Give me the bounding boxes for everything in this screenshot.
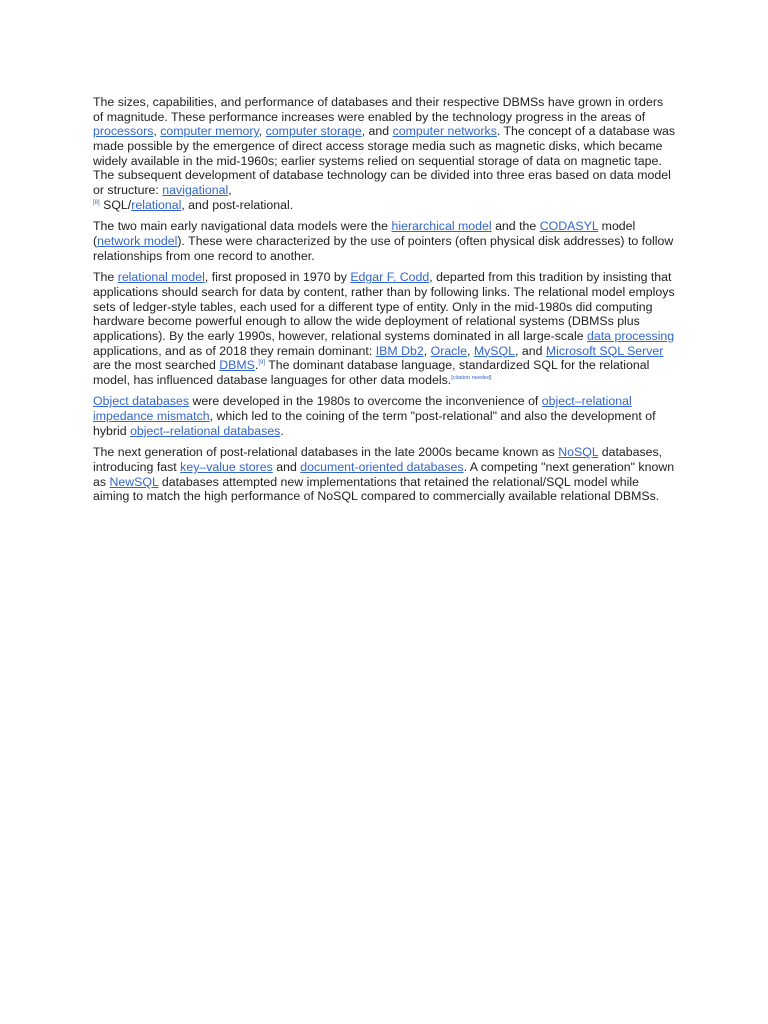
link-dbms[interactable]: DBMS — [219, 358, 255, 373]
text: and — [272, 460, 301, 475]
link-document-oriented-databases[interactable]: document-oriented databases — [300, 460, 464, 475]
text: . A competing "next generation" known as — [93, 460, 675, 489]
text: were developed in the 1980s to overcome the inconvenience of — [189, 394, 542, 409]
link-ibm-db2[interactable]: IBM Db2 — [375, 343, 424, 358]
text: The sizes, capabilities, and performance of databases and their respective DBMSs have grown in orders of magnitude. These performance increases were enabled by the technology progress in the areas of — [93, 95, 664, 124]
paragraph-navigational-models — [93, 219, 676, 263]
text: , departed from this tradition by insisting that applications should search for data by content, rather than by following links. The relational model employs sets of ledger-style tables, each used for a different type of entity. Only in the mid-1980s did computing hardware become powerful enough to allow the wide deployment of relational systems (DBMSs plus applications). By the early 1990s, however, relational systems dominated in all large-scale — [93, 270, 675, 343]
text: . — [280, 423, 284, 438]
paragraph-object-databases — [93, 394, 676, 438]
link-mysql[interactable]: MySQL — [473, 343, 515, 358]
text: applications, and as of 2018 they remain dominant: — [93, 343, 376, 358]
text: . — [254, 358, 259, 373]
text: databases attempted new implementations that retained the relational/SQL model while aiming to match the high performance of NoSQL compared to commercially available relational DBMSs. — [93, 474, 660, 504]
link-computer-memory[interactable]: computer memory — [160, 124, 259, 139]
paragraph-relational-model — [93, 270, 676, 387]
article-body — [93, 95, 676, 511]
paragraph-nosql-newsql — [93, 445, 676, 504]
text: The dominant database language, standardized SQL for the relational model, has influenced database languages for other data models. — [93, 358, 650, 387]
text: , — [153, 124, 161, 139]
link-codasyl[interactable]: CODASYL — [539, 219, 599, 234]
link-processors[interactable]: processors — [93, 124, 154, 139]
link-data-processing[interactable]: data processing — [587, 328, 675, 343]
text: and the — [491, 219, 540, 234]
text: The next generation of post-relational databases in the late 2000s became known as — [93, 445, 559, 460]
link-computer-storage[interactable]: computer storage — [265, 124, 362, 139]
text: , which led to the coining of the term "post-relational" and also the development of hybrid — [93, 409, 656, 438]
link-nosql[interactable]: NoSQL — [558, 445, 599, 460]
text: , — [228, 182, 232, 197]
link-navigational[interactable]: navigational — [162, 182, 229, 197]
text: databases, introducing fast — [93, 445, 663, 475]
link-hierarchical-model[interactable]: hierarchical model — [391, 219, 492, 234]
link-impedance-mismatch[interactable]: object–relational impedance mismatch — [93, 394, 632, 424]
text: , — [258, 124, 266, 139]
reference-link-8[interactable]: [8] — [93, 199, 100, 206]
reference-link-9[interactable]: [9] — [258, 360, 266, 367]
text: . The concept of a database was made possible by the emergence of direct access storage media such as magnetic disks, which became widely available in the mid-1960s; earlier systems relied on sequential storage of data on magnetic tape. The subsequent development of database technology can be divided into three eras based on data model or structure: — [93, 124, 676, 197]
text: model ( — [93, 219, 636, 248]
text: , — [423, 343, 431, 358]
link-oracle[interactable]: Oracle — [430, 343, 467, 358]
paragraph-history-overview — [93, 95, 676, 212]
link-key-value-stores[interactable]: key–value stores — [180, 460, 273, 475]
text: , and — [514, 343, 546, 358]
text: SQL/ — [99, 197, 132, 212]
link-relational[interactable]: relational — [131, 197, 182, 212]
link-network-model[interactable]: network model — [97, 233, 178, 248]
link-object-databases[interactable]: Object databases — [93, 394, 190, 409]
text: ). These were characterized by the use of pointers (often physical disk addresses) to follow relationships from one record to another. — [93, 233, 674, 263]
link-newsql[interactable]: NewSQL — [109, 474, 159, 489]
link-computer-networks[interactable]: computer networks — [392, 124, 497, 139]
text: are the most searched — [93, 358, 220, 373]
link-microsoft-sql-server[interactable]: Microsoft SQL Server — [545, 343, 664, 358]
text: , and — [361, 124, 393, 139]
text: The — [93, 270, 118, 285]
citation-needed-link[interactable]: [citation needed] — [451, 374, 492, 381]
link-edgar-f-codd[interactable]: Edgar F. Codd — [350, 270, 430, 285]
text: , first proposed in 1970 by — [204, 270, 351, 285]
reference-marker — [93, 199, 100, 205]
text: , and post-relational. — [181, 197, 294, 212]
text: , — [466, 343, 474, 358]
citation-needed-marker — [451, 375, 491, 381]
link-object-relational-databases[interactable]: object–relational databases — [130, 423, 281, 438]
text: The two main early navigational data models were the — [93, 219, 392, 234]
link-relational-model[interactable]: relational model — [117, 270, 205, 285]
